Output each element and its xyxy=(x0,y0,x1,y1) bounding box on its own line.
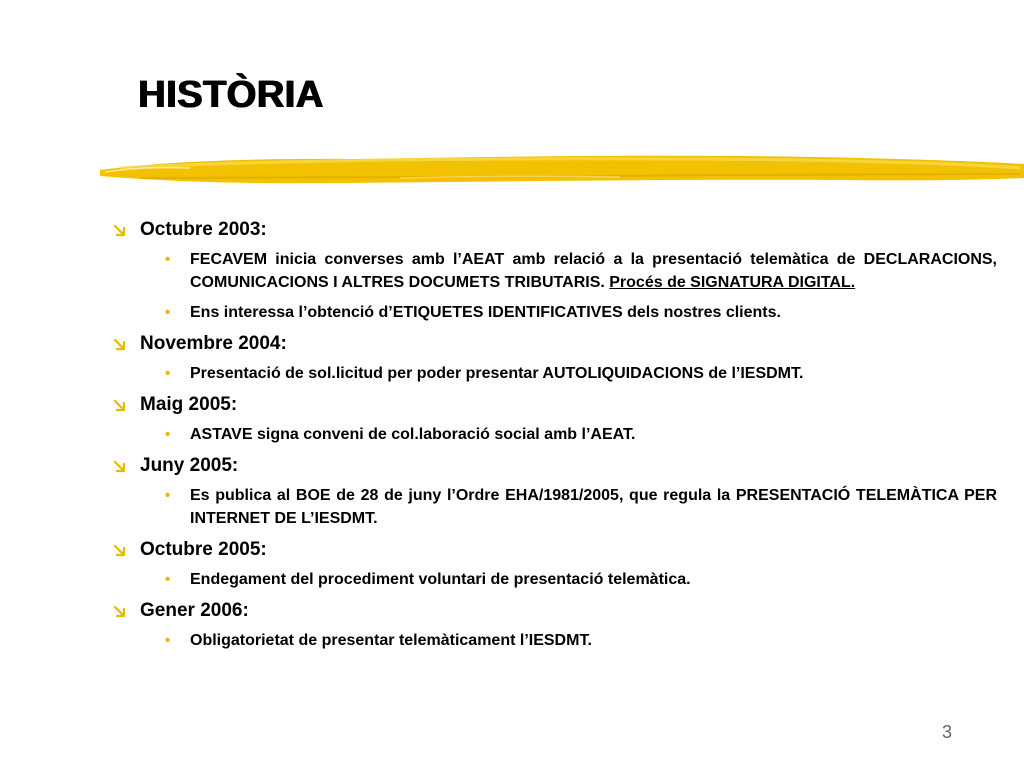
brush-stroke-divider xyxy=(100,148,1024,188)
slide-title: HISTÒRIA xyxy=(138,74,324,116)
section-heading xyxy=(113,538,997,562)
arrow-down-right-icon xyxy=(113,602,140,620)
list-item xyxy=(113,629,997,652)
list-item xyxy=(113,423,997,446)
section-heading xyxy=(113,332,997,356)
section-heading-label: Juny 2005: xyxy=(140,455,239,476)
section-heading-label: Novembre 2004: xyxy=(140,333,287,354)
bullet-list xyxy=(113,568,997,591)
page-number: 3 xyxy=(942,722,953,742)
section-heading xyxy=(113,454,997,478)
section-heading xyxy=(113,599,997,623)
timeline-section xyxy=(113,538,997,591)
list-item-underlined-text: Procés de SIGNATURA DIGITAL. xyxy=(609,274,856,291)
arrow-down-right-icon xyxy=(113,541,140,559)
list-item-text: Es publica al BOE de 28 de juny l’Ordre EHA/1981/2005, que regula la PRESENTACIÓ TELEMÀTICA PER INTERNET DE L’IESDMT. xyxy=(190,487,997,527)
section-heading-label: Gener 2006: xyxy=(140,600,249,621)
section-heading xyxy=(113,218,997,242)
list-item-text: Endegament del procediment voluntari de presentació telemàtica. xyxy=(190,571,691,588)
list-item-text: Ens interessa l’obtenció d’ETIQUETES IDENTIFICATIVES dels nostres clients. xyxy=(190,304,781,321)
section-heading xyxy=(113,393,997,417)
arrow-down-right-icon xyxy=(113,221,140,239)
bullet-list xyxy=(113,248,997,324)
list-item xyxy=(113,568,997,591)
timeline-section xyxy=(113,454,997,530)
list-item xyxy=(113,301,997,324)
timeline-section xyxy=(113,393,997,446)
bullet-list xyxy=(113,362,997,385)
bullet-list xyxy=(113,423,997,446)
timeline-content xyxy=(113,218,997,660)
section-heading-label: Maig 2005: xyxy=(140,394,238,415)
section-heading-label: Octubre 2003: xyxy=(140,219,267,240)
timeline-section xyxy=(113,218,997,324)
list-item xyxy=(113,248,997,294)
bullet-list xyxy=(113,484,997,530)
arrow-down-right-icon xyxy=(113,457,140,475)
list-item xyxy=(113,362,997,385)
section-heading-label: Octubre 2005: xyxy=(140,539,267,560)
timeline-section xyxy=(113,599,997,652)
list-item-text: ASTAVE signa conveni de col.laboració social amb l’AEAT. xyxy=(190,426,636,443)
list-item-text: Obligatorietat de presentar telemàticament l’IESDMT. xyxy=(190,632,592,649)
timeline-section xyxy=(113,332,997,385)
list-item xyxy=(113,484,997,530)
list-item-text: FECAVEM inicia converses amb l’AEAT amb relació a la presentació telemàtica de DECLARACIONS, COMUNICACIONS I ALTRES DOCUMETS TRIBUTARIS. xyxy=(190,251,997,291)
bullet-list xyxy=(113,629,997,652)
arrow-down-right-icon xyxy=(113,396,140,414)
arrow-down-right-icon xyxy=(113,335,140,353)
list-item-text: Presentació de sol.licitud per poder presentar AUTOLIQUIDACIONS de l’IESDMT. xyxy=(190,365,804,382)
